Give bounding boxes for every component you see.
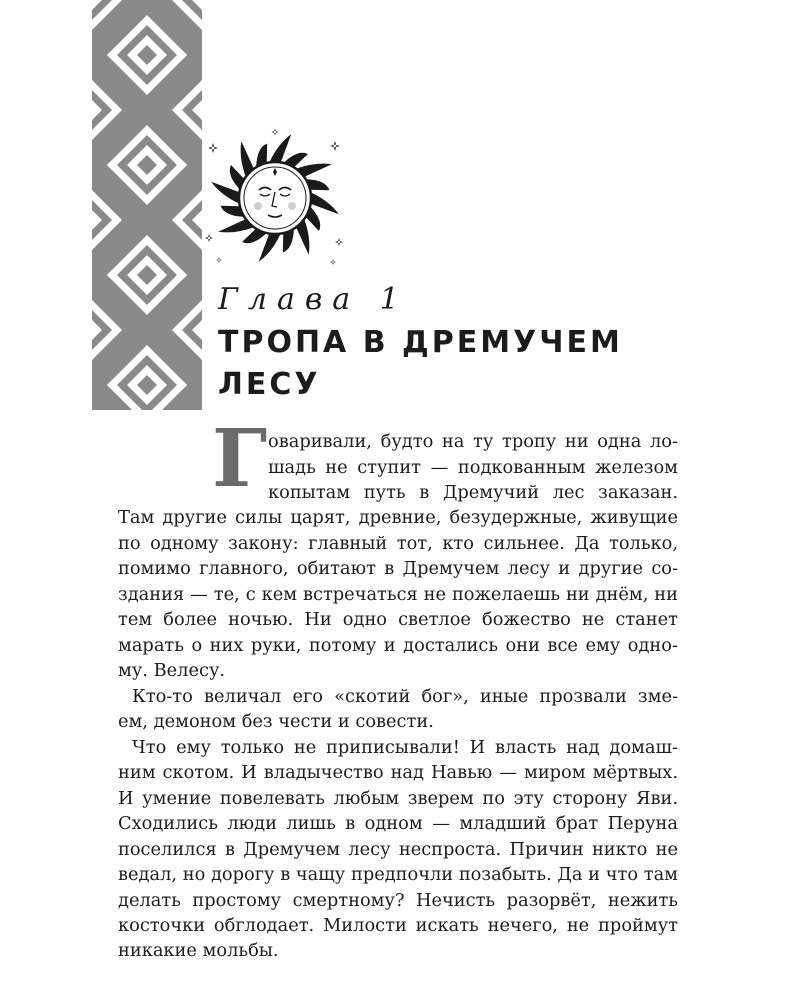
- chapter-title: ТРОПА В ДРЕМУЧЕМ ЛЕСУ: [218, 325, 623, 402]
- text-line: поселился в Дремучем лесу неспроста. Причин никто не: [118, 839, 678, 860]
- slavic-ornament-pattern: [92, 0, 202, 410]
- text-line: Кто-то величал его «скотий бог», иные прозвали зме-: [132, 686, 678, 707]
- text-line: здания — те, с кем встречаться не пожелаешь ни днём, ни: [118, 584, 678, 605]
- text-line: марать о них руки, потому и достались они все ему одно-: [118, 635, 678, 656]
- chapter-number: Глава 1: [218, 282, 409, 317]
- text-line: оваривали, будто на ту тропу ни одна ло-: [268, 431, 678, 452]
- text-line: ним скотом. И владычество над Навью — миром мёртвых.: [118, 762, 678, 783]
- text-line: му. Велесу.: [118, 660, 226, 681]
- text-line: И умение повелевать любым зверем по эту сторону Яви.: [118, 788, 678, 809]
- text-line: делать простому смертному? Нечисть разорвёт, нежить: [118, 890, 678, 911]
- text-line: ем, демоном без чести и совести.: [118, 711, 434, 732]
- ornament-border: [92, 0, 202, 410]
- sun-face-icon: [205, 128, 345, 268]
- text-line: тем более ночью. Ни одно светлое божество не станет: [118, 609, 678, 630]
- drop-cap: Г: [212, 411, 268, 505]
- text-line: Что ему только не приписывали! И власть над домаш-: [132, 737, 678, 758]
- text-line: косточки обглодает. Милости искать нечего, не проймут: [118, 915, 678, 936]
- text-line: помимо главного, обитают в Дремучем лесу и другие со-: [118, 558, 678, 579]
- text-line: шадь не ступит — подкованным железом: [268, 457, 678, 478]
- text-line: по одному закону: главный тот, кто сильнее. Да только,: [118, 533, 678, 554]
- text-line: копытам путь в Дремучий лес заказан.: [268, 482, 678, 503]
- text-line: ведал, но дорогу в чащу предпочли позабыть. Да и что там: [118, 864, 678, 885]
- text-line: Сходились люди лишь в одном — младший брат Перуна: [118, 813, 678, 834]
- text-line: Там другие силы царят, древние, безудержные, живущие: [118, 507, 678, 528]
- text-line: никакие мольбы.: [118, 940, 279, 961]
